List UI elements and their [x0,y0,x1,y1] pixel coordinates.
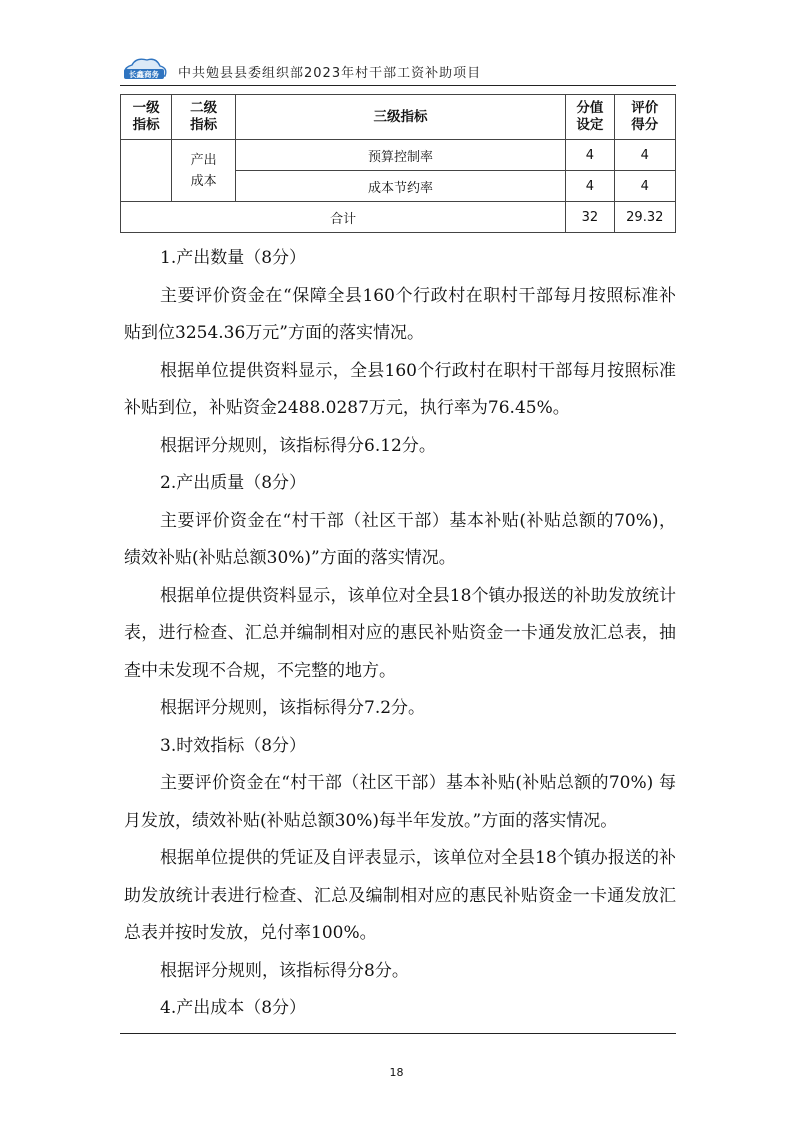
col-header-score-eval: 评价 得分 [614,95,675,140]
paragraph: 主要评价资金在“保障全县160个行政村在职村干部每月按照标准补贴到位3254.36万元”方面的落实情况。 [124,285,676,343]
level2-cell: 产出 成本 [172,140,235,202]
company-logo [120,56,168,82]
score-table [120,94,676,233]
level1-cell [121,140,172,202]
total-score-set: 32 [566,202,614,233]
header-title: 中共勉县县委组织部2023年村干部工资补助项目 [178,66,482,81]
svg-text:长鑫商务: 长鑫商务 [129,70,159,79]
paragraph: 主要评价资金在“村干部（社区干部）基本补贴(补贴总额的70%)，绩效补贴(补贴总额30%)”方面的落实情况。 [124,510,676,568]
paragraph: 根据评分规则，该指标得分7.2分。 [160,698,426,718]
score-set-cell: 4 [566,140,614,171]
page-number: 18 [389,1066,404,1079]
section-heading: 1.产出数量（8分） [160,248,307,268]
score-eval-cell: 4 [614,171,675,202]
col-header-level3: 三级指标 [235,95,565,140]
col-header-level2: 二级 指标 [172,95,235,140]
table-row [121,140,676,171]
section-heading: 3.时效指标（8分） [160,735,307,756]
paragraph: 根据评分规则，该指标得分8分。 [160,960,409,981]
score-eval-cell: 4 [614,140,675,171]
total-label: 合计 [121,202,566,233]
body-text [124,240,676,1028]
footer-divider [120,1033,676,1034]
page-header [120,56,676,86]
header-divider [120,85,676,86]
paragraph: 根据单位提供资料显示，全县160个行政村在职村干部每月按照标准补贴到位，补贴资金2488.0287万元，执行率为76.45%。 [124,360,676,418]
total-score-eval: 29.32 [614,202,675,233]
indicator-cell: 成本节约率 [235,171,565,202]
paragraph: 主要评价资金在“村干部（社区干部）基本补贴(补贴总额的70%) 每月发放，绩效补贴(补贴总额30%)每半年发放。”方面的落实情况。 [124,773,676,831]
table-total-row [121,202,676,233]
section-heading: 2.产出质量（8分） [160,473,307,493]
score-set-cell: 4 [566,171,614,202]
paragraph: 根据评分规则，该指标得分6.12分。 [160,435,436,456]
section-heading: 4.产出成本（8分） [160,998,307,1018]
table-header-row [121,95,676,140]
paragraph: 根据单位提供的凭证及自评表显示，该单位对全县18个镇办报送的补助发放统计表进行检查、汇总及编制相对应的惠民补贴资金一卡通发放汇总表并按时发放，兑付率100%。 [124,848,676,943]
col-header-level1: 一级 指标 [121,95,172,140]
paragraph: 根据单位提供资料显示，该单位对全县18个镇办报送的补助发放统计表，进行检查、汇总并编制相对应的惠民补贴资金一卡通发放汇总表，抽查中未发现不合规，不完整的地方。 [124,585,676,681]
col-header-score-set: 分值 设定 [566,95,614,140]
indicator-cell: 预算控制率 [235,140,565,171]
